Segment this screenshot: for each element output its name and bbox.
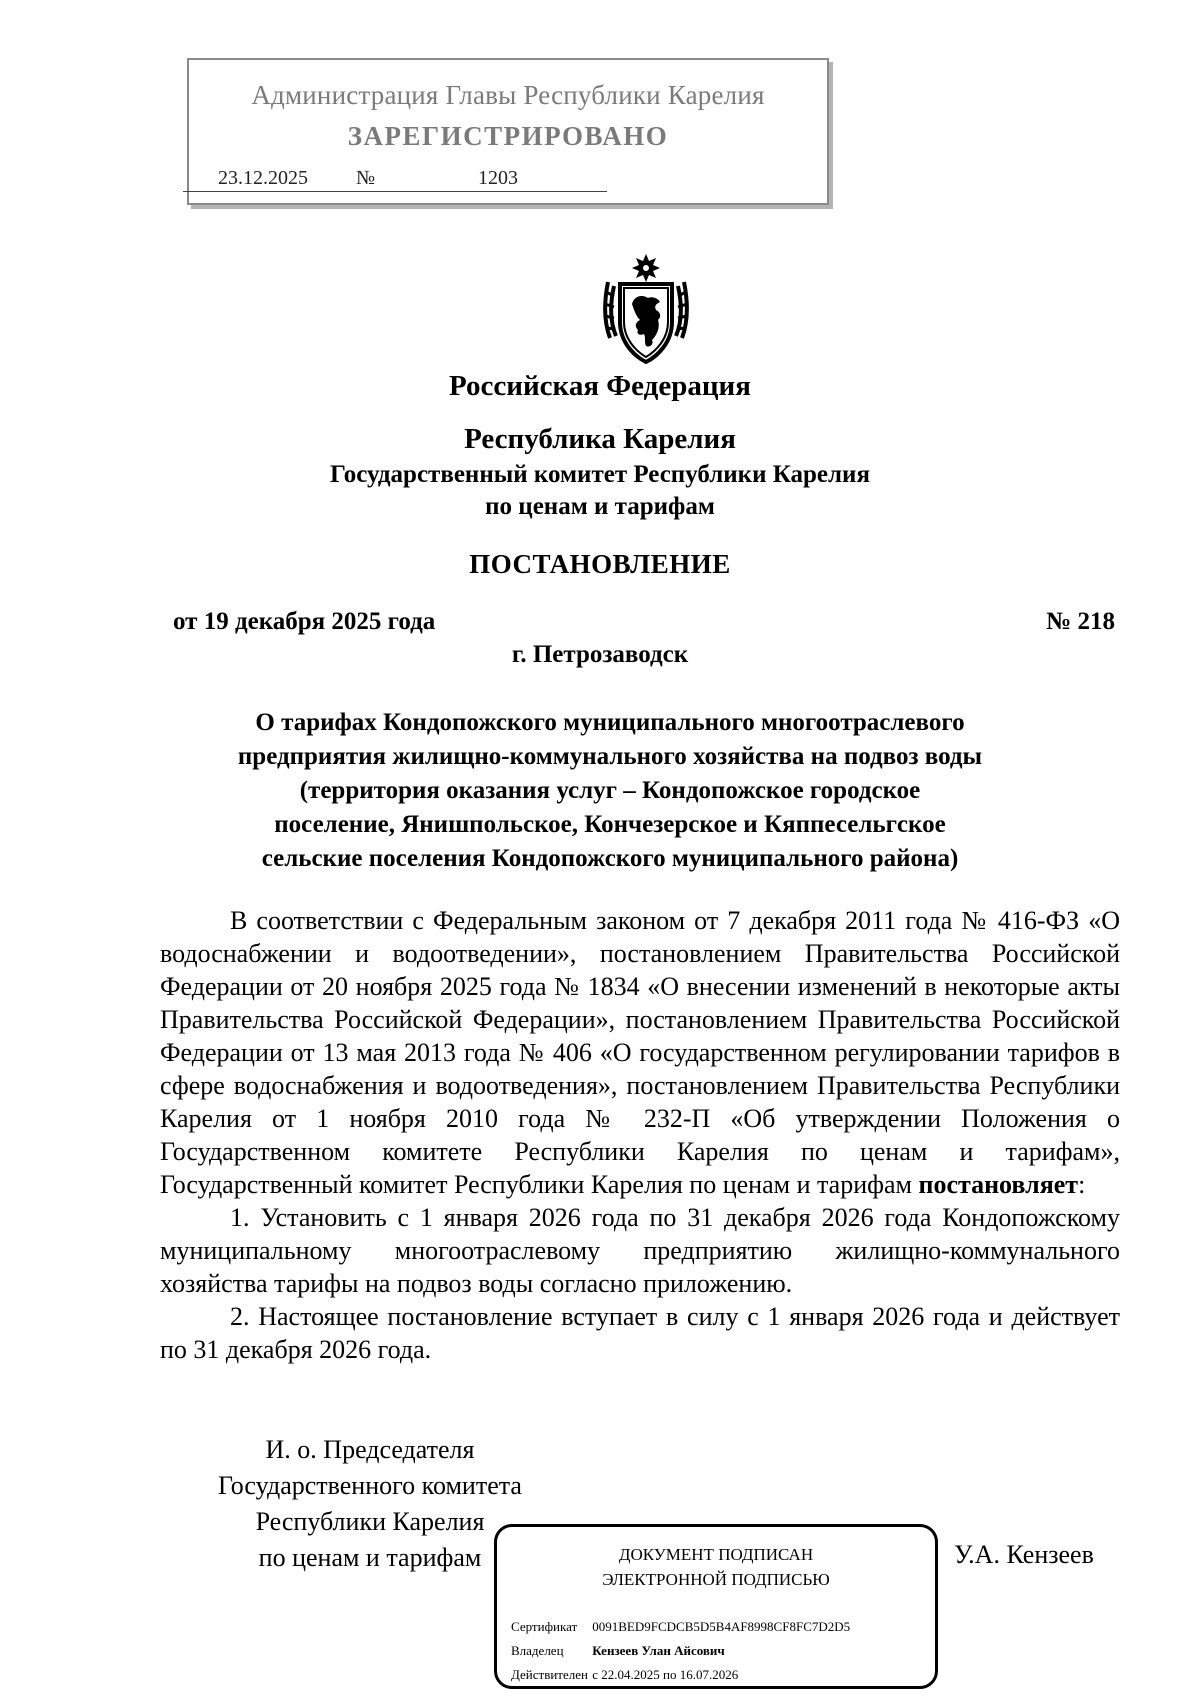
esign-owner-row <box>511 1643 725 1659</box>
decides-word: постановляет <box>918 1170 1079 1199</box>
stamp-underline <box>183 191 607 192</box>
country-heading: Российская Федерация <box>449 370 751 402</box>
title-line: О тарифах Кондопожского муниципального многоотраслевого <box>255 709 965 736</box>
signatory-name: У.А. Кензеев <box>954 1540 1094 1569</box>
item-2-paragraph: 2. Настоящее постановление вступает в силу с 1 января 2026 года и действует по 31 декабря 2026 года. <box>160 1302 1120 1364</box>
stamp-administration: Администрация Главы Республики Карелия <box>251 80 765 110</box>
stamp-status: ЗАРЕГИСТРИРОВАНО <box>347 121 669 151</box>
item-1-paragraph: 1. Установить с 1 января 2026 года по 31 декабря 2026 года Кондопожскому муниципальному многоотраслевому предприятию жилищно-коммунального хозяйства тарифы на подвоз воды согласно приложению. <box>160 1203 1120 1298</box>
document-type: ПОСТАНОВЛЕНИЕ <box>469 549 731 579</box>
committee-heading-line2: по ценам и тарифам <box>485 493 715 520</box>
preamble-paragraph <box>160 904 1120 1201</box>
committee-heading-line1: Государственный комитет Республики Карелия <box>330 461 870 488</box>
position-line: И. о. Председателя <box>265 1435 475 1464</box>
registration-date: 23.12.2025 <box>218 167 308 189</box>
title-line: предприятия жилищно-коммунального хозяйства на подвоз воды <box>237 743 983 770</box>
esign-owner-value: Кензеев Улан Айсович <box>592 1643 725 1658</box>
document-city: г. Петрозаводск <box>511 641 689 668</box>
preamble-text: В соответствии с Федеральным законом от 7 декабря 2011 года № 416-ФЗ «О водоснабжении и водоотведении», постановлением Правительства Российской Федерации от 20 ноября 2025 года № 1834 «О внесении изменений в некоторые акты Правительства Российской Федерации», постановлением Правительства Российской Федерации от 13 мая 2013 года № 406 «О государственном регулировании тарифов в сфере водоснабжения и водоотведения», постановлением Правительства Республики Карелия от 1 ноября 2010 года № 232-П «Об утверждении Положения о Государственном комитете Республики Карелия по ценам и тарифам», Государственный комитет Республики Карелия по ценам и тарифам <box>160 906 1120 1199</box>
document-body <box>160 904 1120 1366</box>
republic-heading: Республика Карелия <box>464 423 736 455</box>
esign-certificate-value: 0091BED9FCDCB5D5B4AF8998CF8FC7D2D5 <box>592 1619 851 1634</box>
electronic-signature-stamp <box>494 1524 938 1689</box>
esign-validity-label: Действителен <box>511 1667 588 1682</box>
document-date: от 19 декабря 2025 года <box>173 608 436 635</box>
esign-validity-value: с 22.04.2025 по 16.07.2026 <box>592 1667 739 1682</box>
decides-colon: : <box>1078 1170 1086 1199</box>
title-line: поселение, Янишпольское, Кончезерское и Кяппесельгское <box>274 811 946 838</box>
document-number: № 218 <box>1046 608 1115 635</box>
document-title <box>160 706 1060 876</box>
esign-certificate-row <box>511 1619 850 1635</box>
esign-title-line1: ДОКУМЕНТ ПОДПИСАН <box>618 1545 814 1564</box>
esign-owner-label: Владелец <box>511 1643 564 1658</box>
registration-number: 1203 <box>478 167 518 189</box>
esign-title-line2: ЭЛЕКТРОННОЙ ПОДПИСЬЮ <box>602 1570 830 1589</box>
position-line: Государственного комитета <box>218 1471 522 1500</box>
registration-number-label: № <box>356 167 376 189</box>
title-line: сельские поселения Кондопожского муниципального района) <box>261 845 959 872</box>
position-line: по ценам и тарифам <box>258 1543 482 1572</box>
karelia-coat-of-arms-icon <box>600 252 692 364</box>
position-line: Республики Карелия <box>255 1507 485 1536</box>
esign-certificate-label: Сертификат <box>511 1619 578 1634</box>
title-line: (территория оказания услуг – Кондопожское городское <box>299 777 921 804</box>
esign-validity-row <box>511 1667 738 1683</box>
